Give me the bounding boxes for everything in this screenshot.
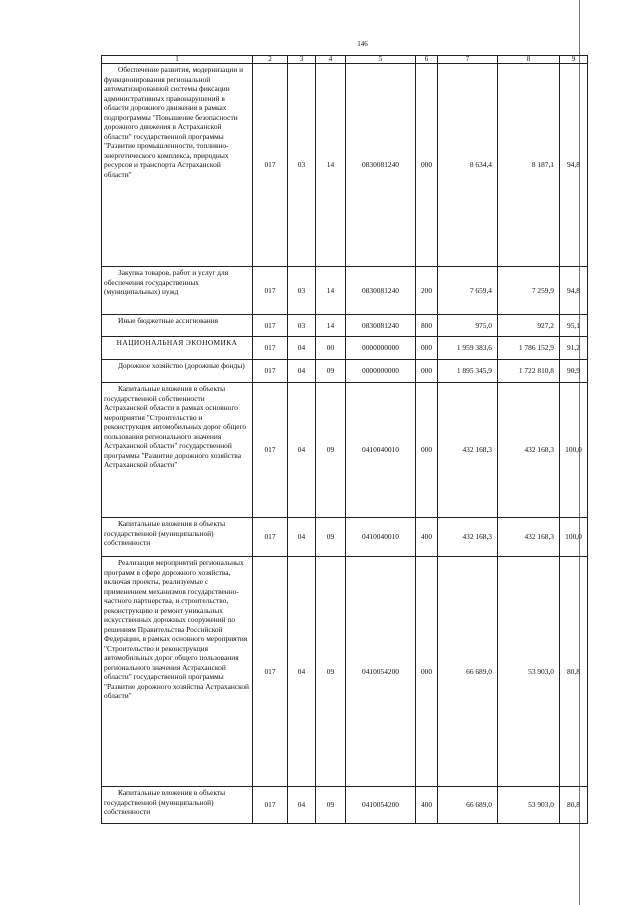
cell-expense-type: 000 [416, 337, 438, 360]
table-row [102, 267, 588, 315]
table-row [102, 337, 588, 360]
cell-percent: 80,8 [560, 787, 588, 824]
table-row [102, 360, 588, 383]
cell-percent: 94,8 [560, 267, 588, 315]
cell-expense-type: 000 [416, 360, 438, 383]
cell-percent: 95,1 [560, 315, 588, 337]
cell-subsection: 09 [316, 518, 346, 557]
row-description: Реализация мероприятий региональных программ в сфере дорожного хозяйства, включая проекты, реализуемые с применением механизмов государственно-частного партнерства, и строительство, реконструкцию и ремонт уникальных искусственных дорожных сооружений по решениям Правительства Российской Федерации, в рамках основного мероприятия "Строительство и реконструкция автомобильных дорог общего пользования регионального значения Астраханской области" государственной программы "Развитие дорожного хозяйства Астраханской области" [102, 557, 253, 787]
cell-admin-code: 017 [253, 360, 288, 383]
cell-section: 03 [288, 315, 316, 337]
cell-planned: 66 689,0 [438, 557, 498, 787]
budget-table [101, 55, 588, 824]
column-number: 7 [438, 56, 498, 64]
cell-expense-type: 200 [416, 267, 438, 315]
cell-section: 04 [288, 557, 316, 787]
row-description: Капитальные вложения в объекты государственной (муниципальной) собственности [102, 518, 253, 557]
table-row [102, 64, 588, 267]
cell-percent: 100,0 [560, 518, 588, 557]
cell-expense-type: 400 [416, 518, 438, 557]
cell-target-article: 0000000000 [346, 360, 416, 383]
cell-executed: 432 168,3 [498, 383, 560, 518]
column-number: 5 [346, 56, 416, 64]
cell-percent: 90,9 [560, 360, 588, 383]
cell-section: 04 [288, 337, 316, 360]
row-description: Капитальные вложения в объекты государственной собственности Астраханской области в рамках основного мероприятия "Строительство и реконструкция автомобильных дорог общего пользования регионального значения Астраханской области" государственной программы "Развитие дорожного хозяйства Астраханской области" [102, 383, 253, 518]
column-number: 9 [560, 56, 588, 64]
cell-subsection: 09 [316, 383, 346, 518]
cell-expense-type: 800 [416, 315, 438, 337]
cell-admin-code: 017 [253, 64, 288, 267]
cell-executed: 8 187,1 [498, 64, 560, 267]
cell-section: 03 [288, 64, 316, 267]
cell-percent: 80,8 [560, 557, 588, 787]
table-row [102, 518, 588, 557]
cell-admin-code: 017 [253, 267, 288, 315]
cell-percent: 91,2 [560, 337, 588, 360]
cell-expense-type: 000 [416, 557, 438, 787]
table-row [102, 557, 588, 787]
cell-executed: 53 903,0 [498, 557, 560, 787]
page-number: 146 [357, 40, 368, 48]
cell-section: 04 [288, 360, 316, 383]
cell-planned: 432 168,3 [438, 518, 498, 557]
cell-subsection: 09 [316, 557, 346, 787]
cell-planned: 432 168,3 [438, 383, 498, 518]
table-row [102, 383, 588, 518]
column-number: 8 [498, 56, 560, 64]
cell-executed: 53 903,0 [498, 787, 560, 824]
row-description: Обеспечение развития, модернизации и функционирования региональной автоматизированной системы фиксации административных правонарушений в области дорожного движения в рамках подпрограммы "Повышение безопасности дорожного движения в Астраханской области" государственной программы "Развитие промышленности, топливно-энергетического комплекса, природных ресурсов и транспорта Астраханской области" [102, 64, 253, 267]
cell-planned: 66 689,0 [438, 787, 498, 824]
cell-section: 03 [288, 267, 316, 315]
cell-section: 04 [288, 518, 316, 557]
row-description: Дорожное хозяйство (дорожные фонды) [102, 360, 253, 383]
column-number: 2 [253, 56, 288, 64]
cell-target-article: 0830081240 [346, 267, 416, 315]
cell-subsection: 14 [316, 64, 346, 267]
cell-planned: 1 959 383,6 [438, 337, 498, 360]
cell-subsection: 09 [316, 787, 346, 824]
cell-admin-code: 017 [253, 315, 288, 337]
cell-section: 04 [288, 383, 316, 518]
cell-admin-code: 017 [253, 383, 288, 518]
cell-planned: 8 634,4 [438, 64, 498, 267]
cell-executed: 1 722 810,8 [498, 360, 560, 383]
cell-target-article: 0000000000 [346, 337, 416, 360]
cell-expense-type: 000 [416, 64, 438, 267]
cell-target-article: 0410054200 [346, 557, 416, 787]
cell-executed: 7 259,9 [498, 267, 560, 315]
cell-target-article: 0410054200 [346, 787, 416, 824]
cell-section: 04 [288, 787, 316, 824]
cell-admin-code: 017 [253, 787, 288, 824]
cell-executed: 927,2 [498, 315, 560, 337]
row-description: Капитальные вложения в объекты государственной (муниципальной) собственности [102, 787, 253, 824]
cell-target-article: 0830081240 [346, 315, 416, 337]
cell-percent: 94,8 [560, 64, 588, 267]
column-number-row [102, 56, 588, 64]
column-number: 1 [102, 56, 253, 64]
cell-planned: 975,0 [438, 315, 498, 337]
cell-admin-code: 017 [253, 557, 288, 787]
cell-subsection: 09 [316, 360, 346, 383]
cell-target-article: 0410040010 [346, 383, 416, 518]
row-description: Иные бюджетные ассигнования [102, 315, 253, 337]
table-row [102, 315, 588, 337]
cell-subsection: 00 [316, 337, 346, 360]
row-description: НАЦИОНАЛЬНАЯ ЭКОНОМИКА [102, 337, 253, 360]
column-number: 6 [416, 56, 438, 64]
cell-admin-code: 017 [253, 337, 288, 360]
cell-planned: 1 895 345,9 [438, 360, 498, 383]
column-number: 3 [288, 56, 316, 64]
column-number: 4 [316, 56, 346, 64]
cell-target-article: 0830081240 [346, 64, 416, 267]
cell-subsection: 14 [316, 267, 346, 315]
cell-admin-code: 017 [253, 518, 288, 557]
cell-percent: 100,0 [560, 383, 588, 518]
cell-executed: 1 786 152,9 [498, 337, 560, 360]
cell-subsection: 14 [316, 315, 346, 337]
cell-expense-type: 400 [416, 787, 438, 824]
cell-executed: 432 168,3 [498, 518, 560, 557]
row-description: Закупка товаров, работ и услуг для обеспечения государственных (муниципальных) нужд [102, 267, 253, 315]
cell-target-article: 0410040010 [346, 518, 416, 557]
cell-planned: 7 659,4 [438, 267, 498, 315]
cell-expense-type: 000 [416, 383, 438, 518]
table-row [102, 787, 588, 824]
